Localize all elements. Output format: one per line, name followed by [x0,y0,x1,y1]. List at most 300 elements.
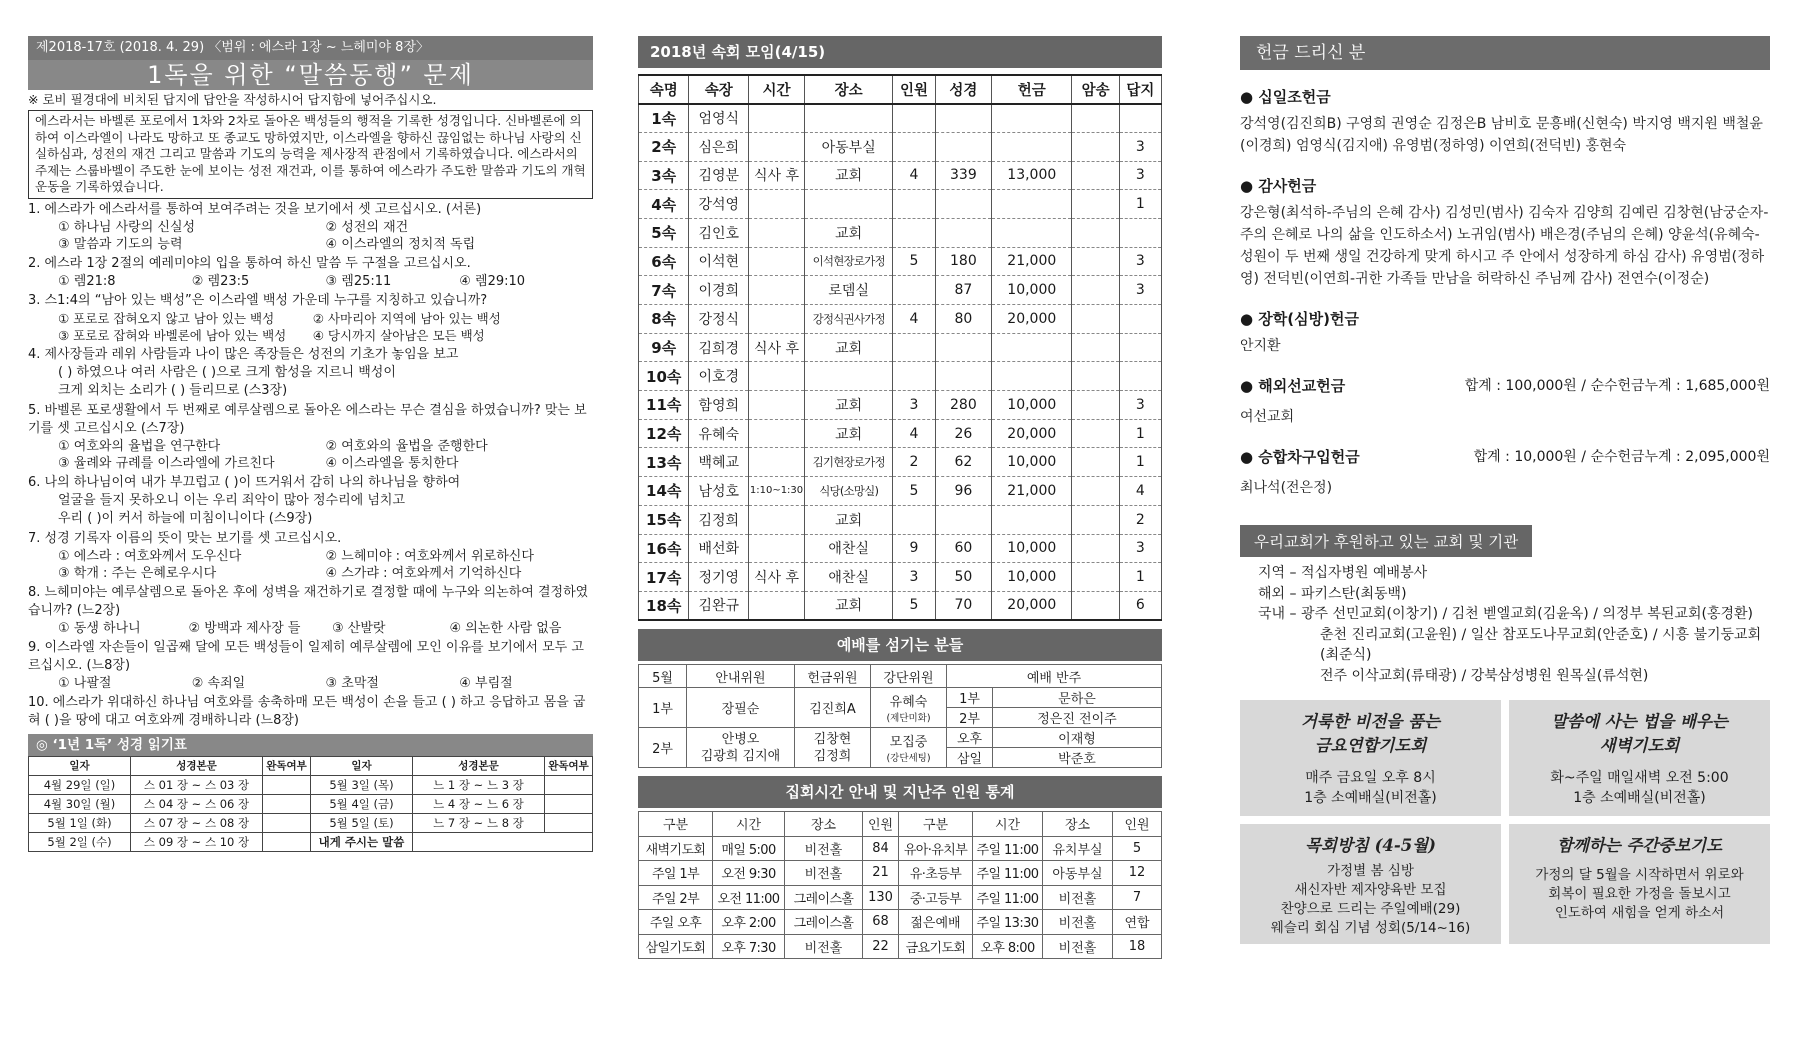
cell: 정은진 전이주 [993,708,1162,728]
cell: 중·고등부 [899,885,973,910]
box-body [1240,768,1501,808]
cell: 5월 3일 (목) [310,775,412,794]
worship-servers-title: 예배를 섬기는 분들 [638,629,1162,661]
option: ① 여호와의 율법을 연구한다 [58,438,221,454]
column-header: 일자 [310,756,412,775]
question-7-options [28,548,593,582]
scholarship-heading [1240,308,1770,329]
reading-plan-title: ◎ ‘1년 1독’ 성경 읽기표 [28,734,593,756]
cell: 강정식권사가정 [804,305,892,334]
question-2: 2. 에스라 1장 2절의 예레미야의 입을 통하여 하신 말씀 두 구절을 고르십시오. [28,255,471,271]
cell: 주일 11:00 [973,885,1043,910]
column-header: 속장 [689,75,749,104]
option: ③ 율례와 규례를 이스라엘에 가르친다 [58,455,275,471]
question-5-options [28,438,593,472]
table-row [639,218,1162,247]
cell: 이재형 [993,728,1162,748]
cell: 장필순 [687,688,795,728]
cell [1072,104,1119,133]
column-header: 시간 [713,812,785,837]
cell-group-name: 12속 [639,419,689,448]
column-header: 5월 [639,665,687,688]
cell [749,247,805,276]
cell: 애찬실 [804,534,892,563]
cell: 배선화 [689,534,749,563]
cell [1072,534,1119,563]
question-1: 1. 에스라가 에스라서를 통하여 보여주려는 것을 보기에서 셋 고르십시오. (서론) [28,201,482,217]
cell [893,333,935,362]
cell: 김창현 김정희 [795,728,871,768]
cell: 교회 [804,591,892,620]
cell: 정기영 [689,563,749,592]
box-line: 매주 금요일 오후 8시 [1305,770,1436,786]
cell: 비전홀 [1043,910,1113,935]
option: ② 느헤미야 : 여호와께서 위로하신다 [325,548,534,564]
cell-group-name: 11속 [639,391,689,420]
option: ③ 말씀과 기도의 능력 [58,236,183,252]
cell [749,305,805,334]
option: ② 방백과 제사장 들 [188,620,301,636]
cell: 180 [935,247,992,276]
cell: 3 [1119,534,1161,563]
option: ① 에스라 : 여호와께서 도우신다 [58,548,242,564]
cell: 9 [893,534,935,563]
table-row [639,104,1162,133]
cell: 교회 [804,161,892,190]
cell: 3 [1119,247,1161,276]
cell [992,333,1072,362]
column-header: 헌금 [992,75,1072,104]
checkbox-cell[interactable] [544,813,592,832]
option: ③ 초막절 [325,675,379,691]
cell-group-name: 7속 [639,276,689,305]
table-row [639,688,1162,708]
cell [1119,104,1161,133]
cell-meeting-title: 2018년 속회 모임(4/15) [638,36,1162,68]
cell [992,190,1072,219]
cell-meeting-rows [639,104,1162,620]
cell: 26 [935,419,992,448]
pastoral-policy-box [1240,824,1501,944]
checkbox-cell[interactable] [263,813,311,832]
cell [749,534,805,563]
cell: 매일 5:00 [713,836,785,861]
cell: 식당(소망실) [804,477,892,506]
cell: 문하은 [993,688,1162,708]
cell: 4월 29일 (일) [29,775,131,794]
cell-group-name: 5속 [639,218,689,247]
cell [1072,333,1119,362]
ezra-intro: 에스라서는 바벨론 포로에서 1차와 2차로 돌아온 백성들의 행적을 기록한 성경입니다. 신바벨론에 의하여 이스라엘이 나라도 망하고 또 종교도 망하였지만, 이스라엘을 향하신 끊임없는 하나님 사랑의 신실하심과, 성전의 재건 그리고 말씀과 기도의 능력을 제사장적 관점에서 기록하였습니다. 에스라서의 주제는 스룹바벨이 주도한 눈에 보이는 성전 재건과, 이를 통하여 에스라가 주도한 말씀과 기도의 개혁운동을 기록하였습니다. [28,110,593,199]
cell: 339 [935,161,992,190]
column-header: 성경 [935,75,992,104]
cell: 3 [1119,276,1161,305]
question-4-line3: 크게 외치는 소리가 ( ) 들리므로 (스3장) [58,382,288,398]
cell: 오후 8:00 [973,934,1043,959]
cell: 1 [1119,448,1161,477]
cell [1072,218,1119,247]
cell: 62 [935,448,992,477]
meeting-times-table [638,811,1162,959]
table-row [639,333,1162,362]
table-row [639,563,1162,592]
cell: 280 [935,391,992,420]
cell [935,333,992,362]
cell [749,505,805,534]
column-header: 인원 [1113,812,1162,837]
cell: 엄영식 [689,104,749,133]
option: ① 동생 하나니 [58,620,141,636]
cell-group-name: 14속 [639,477,689,506]
meeting-times-title: 집회시간 안내 및 지난주 인원 통계 [638,776,1162,808]
cell: 4 [893,161,935,190]
offering-column [1240,36,1770,944]
cell: 60 [935,534,992,563]
cell: 3 [1119,391,1161,420]
cell: 비전홀 [1043,934,1113,959]
support-item: 국내 – 광주 선민교회(이창기) / 김천 벧엘교회(김윤옥) / 의정부 복된교회(홍경환) [1258,606,1753,622]
checkbox-cell[interactable] [263,775,311,794]
support-item: 지역 – 적십자병원 예배봉사 [1258,565,1428,581]
cell-group-name: 4속 [639,190,689,219]
cell-group-name: 16속 [639,534,689,563]
box-title: 말씀에 사는 법을 배우는 [1551,712,1728,731]
friday-prayer-box [1240,700,1501,816]
cell [804,190,892,219]
cell: 오후 2:00 [713,910,785,935]
option: ③ 학개 : 주는 은혜로우시다 [58,565,217,581]
cell: 로뎀실 [804,276,892,305]
option: ④ 렘29:10 [459,273,526,289]
cell: 교회 [804,391,892,420]
question-1-options [28,219,593,253]
column-header: 성경본문 [131,756,263,775]
scholarship-label: ● 장학(심방)헌금 [1240,310,1359,328]
cell: 유치부실 [1043,836,1113,861]
cell [1072,563,1119,592]
cell [935,190,992,219]
cell: 유·초등부 [899,861,973,886]
table-row [639,861,1162,886]
cell: 5월 1일 (화) [29,813,131,832]
cell: 오후 [947,728,993,748]
cell: 식사 후 [749,161,805,190]
cell: 교회 [804,333,892,362]
cell [749,132,805,161]
cell [893,276,935,305]
cell: 교회 [804,505,892,534]
cell [749,419,805,448]
cell: 10,000 [992,563,1072,592]
cell: 1 [1119,190,1161,219]
cell: 3 [1119,161,1161,190]
cell [1072,276,1119,305]
cell [935,505,992,534]
support-item: 춘천 진리교회(고윤원) / 일산 참포도나무교회(안준호) / 시흥 불기둥교회(최준식) [1320,626,1762,663]
column-header: 완독여부 [263,756,311,775]
question-5: 5. 바벨론 포로생활에서 두 번째로 예루살렘으로 돌아온 에스라는 무슨 결심을 하였습니까? 맞는 보기를 셋 고르십시오 (스7장) [28,402,587,436]
cell: 아동부실 [1043,861,1113,886]
option: ② 렘23:5 [191,273,250,289]
cell: 느 7 장 ~ 느 8 장 [412,813,544,832]
box-line: 1층 소예배실(비전홀) [1573,790,1706,806]
table-row [639,305,1162,334]
table-row [639,910,1162,935]
cell: 22 [863,934,899,959]
table-row [639,477,1162,506]
box-title: 거룩한 비전을 품는 [1300,712,1440,731]
column-header: 강단위원 [871,665,947,688]
cell: 느 1 장 ~ 느 3 장 [412,775,544,794]
cell [749,190,805,219]
cell: 80 [935,305,992,334]
question-3-options [28,310,593,344]
dawn-prayer-box [1509,700,1770,816]
cell [749,448,805,477]
box-line: 새신자반 제자양육반 모집 [1294,882,1447,898]
cell: 50 [935,563,992,592]
cell [749,591,805,620]
cell: 김희경 [689,333,749,362]
cell [992,104,1072,133]
question-4-line2: ( ) 하였으나 여러 사람은 ( )으로 크게 함성을 지르니 백성이 [58,364,396,380]
cell: 3 [1119,132,1161,161]
checkbox-cell[interactable] [263,832,311,851]
cell: 2부 [947,708,993,728]
cell: 3 [893,563,935,592]
cell: 비전홀 [1043,885,1113,910]
cell: 68 [863,910,899,935]
cell [1072,247,1119,276]
cell [992,132,1072,161]
cell-group-name: 8속 [639,305,689,334]
cell: 130 [863,885,899,910]
bus-total: 합계 : 10,000원 / 순수헌금누계 : 2,095,000원 [1473,449,1770,465]
tithe-heading [1240,86,1770,107]
table-row [639,505,1162,534]
thanks-heading [1240,175,1770,196]
cell: 교회 [804,419,892,448]
mission-heading [1240,375,1770,396]
cell [893,362,935,391]
cell [893,104,935,133]
thanks-label: ● 감사헌금 [1240,177,1317,195]
cell: 유혜숙 [689,419,749,448]
cell: 13,000 [992,161,1072,190]
cell-group-name: 6속 [639,247,689,276]
cell [804,362,892,391]
box-line: 화~주일 매일새벽 오전 5:00 [1550,770,1729,786]
cell: 5 [893,591,935,620]
cell: 2 [1119,505,1161,534]
box-line: 1층 소예배실(비전홀) [1304,790,1437,806]
cell: 비전홀 [785,861,863,886]
cell-group-name: 10속 [639,362,689,391]
pulpit-note: (강단세팅) [886,753,931,765]
checkbox-cell[interactable] [544,775,592,794]
table-row [29,813,593,832]
tithe-list: 강석영(김진희B) 구영희 권영순 김정은B 남비호 문흥배(신현숙) 박지영 백지원 백철윤(이경희) 엄영식(김지애) 유영범(정하영) 이연희(전덕빈) 홍현숙 [1240,116,1763,154]
cell: 그레이스홀 [785,885,863,910]
issue-header: 제2018-17호 (2018. 4. 29) 〈범위 : 에스라 1장 ~ 느헤미야 8장〉 [28,36,593,60]
cell: 젊은예배 [899,910,973,935]
cell [893,190,935,219]
column-header: 인원 [863,812,899,837]
cell-meeting-table [638,74,1162,621]
cell [804,104,892,133]
table-row [639,132,1162,161]
cell [749,391,805,420]
cell: 20,000 [992,305,1072,334]
box-line: 가정의 달 5월을 시작하면서 위로와 [1535,867,1744,883]
cell: 2 [893,448,935,477]
cell: 이경희 [689,276,749,305]
quiz-column [28,36,593,852]
cell: 김인호 [689,218,749,247]
option: ④ 부림절 [459,675,513,691]
cell: 느 4 장 ~ 느 6 장 [412,794,544,813]
cell: 20,000 [992,591,1072,620]
cell [1072,305,1119,334]
bus-label: ● 승합차구입헌금 [1240,448,1360,466]
cell-group-name: 1속 [639,104,689,133]
table-row [639,885,1162,910]
offering-title: 헌금 드리신 분 [1240,36,1770,70]
option: ② 성전의 재건 [325,219,409,235]
cell: 96 [935,477,992,506]
table-row [639,276,1162,305]
support-title: 우리교회가 후원하고 있는 교회 및 기관 [1240,525,1532,557]
cell-group-name: 3속 [639,161,689,190]
box-line: 회복이 필요한 가정을 돌보시고 [1548,886,1731,902]
box-title: 함께하는 주간중보기도 [1556,836,1723,855]
question-8: 8. 느헤미야는 예루살렘으로 돌아온 후에 성벽을 재건하기로 결정할 때에 누구와 의논하여 결정하였습니까? (느2장) [28,584,589,618]
cell [871,728,947,768]
question-3: 3. 스1:4의 “남아 있는 백성”은 이스라엘 백성 가운데 누구를 지칭하고 있습니까? [28,292,488,308]
column-header: 장소 [804,75,892,104]
cell [1072,591,1119,620]
cell [1119,218,1161,247]
quiz-title: 1독을 위한 “말씀동행” 문제 [28,60,593,90]
table-header-row [639,75,1162,104]
cell [1119,362,1161,391]
cell: 강석영 [689,190,749,219]
cell [749,362,805,391]
box-subtitle: 금요연합기도회 [1314,736,1427,755]
cell: 1 [1119,419,1161,448]
quiz-note: ※ 로비 필경대에 비치된 답지에 답안을 작성하시어 답지함에 넣어주십시오. [28,92,437,107]
box-line: 웨슬리 회심 기념 성회(5/14~16) [1270,920,1471,936]
cell: 스 01 장 ~ 스 03 장 [131,775,263,794]
cell: 강정식 [689,305,749,334]
checkbox-cell[interactable] [544,794,592,813]
cell: 김진희A [795,688,871,728]
cell: 오전 9:30 [713,861,785,886]
mission-list: 여선교회 [1240,409,1295,425]
cell [992,362,1072,391]
pulpit-name: 모집중 [889,735,928,751]
memo-cell[interactable] [412,832,592,851]
cell [992,218,1072,247]
cell: 주일 오후 [639,910,713,935]
cell: 스 04 장 ~ 스 06 장 [131,794,263,813]
question-6-line3: 우리 ( )이 커서 하늘에 미침이니이다 (스9장) [58,510,313,526]
column-header: 장소 [1043,812,1113,837]
column-header: 구분 [899,812,973,837]
cell: 주일 11:00 [973,861,1043,886]
cell: 1:10~1:30 [749,477,805,506]
meeting-rows [639,836,1162,959]
checkbox-cell[interactable] [263,794,311,813]
cell: 삼일 [947,748,993,768]
cell [935,132,992,161]
question-2-options [28,273,593,290]
table-row [639,534,1162,563]
cell: 오후 7:30 [713,934,785,959]
cell: 내게 주시는 말씀 [310,832,412,851]
cell-group-name: 13속 [639,448,689,477]
cell: 김완규 [689,591,749,620]
pulpit-name: 유혜숙 [889,695,928,711]
cell: 식사 후 [749,333,805,362]
table-header-row [639,665,1162,688]
cell: 20,000 [992,419,1072,448]
cell [749,276,805,305]
mission-label: ● 해외선교헌금 [1240,377,1346,395]
table-row [639,836,1162,861]
cell: 87 [935,276,992,305]
cell: 5 [1113,836,1162,861]
box-line: 가정별 봄 심방 [1327,863,1414,879]
cell: 5 [893,477,935,506]
cell: 10,000 [992,391,1072,420]
cell: 교회 [804,218,892,247]
question-10: 10. 에스라가 위대하신 하나님 여호와를 송축하매 모든 백성이 손을 들고 ( ) 하고 응답하고 몸을 굽혀 ( )을 땅에 대고 여호와께 경배하니라 (느8장) [28,694,586,728]
cell [1072,190,1119,219]
option: ① 나팔절 [58,675,112,691]
pulpit-note: (제단미화) [886,713,931,725]
cell: 함영희 [689,391,749,420]
cell: 70 [935,591,992,620]
column-header: 헌금위원 [795,665,871,688]
cell: 21,000 [992,477,1072,506]
column-header: 성경본문 [412,756,544,775]
question-9: 9. 이스라엘 자손들이 일곱째 달에 모든 백성들이 일제히 예루살렘에 모인 이유를 보기에서 모두 고르십시오. (느8장) [28,639,584,673]
cell: 7 [1113,885,1162,910]
table-header-row [29,756,593,775]
bus-heading [1240,446,1770,467]
cell: 4월 30일 (월) [29,794,131,813]
cell: 비전홀 [785,934,863,959]
column-header: 시간 [973,812,1043,837]
cell: 84 [863,836,899,861]
worship-servers-table [638,664,1162,768]
cell: 안병오 김광희 김지애 [687,728,795,768]
column-header: 완독여부 [544,756,592,775]
support-list [1240,563,1770,686]
option: ④ 이스라엘을 통치한다 [325,455,459,471]
cell: 주일 13:30 [973,910,1043,935]
cell: 18 [1113,934,1162,959]
table-row [639,362,1162,391]
mission-total: 합계 : 100,000원 / 순수헌금누계 : 1,685,000원 [1464,378,1770,394]
cell [1072,448,1119,477]
column-header: 시간 [749,75,805,104]
cell: 2부 [639,728,687,768]
cell: 유아·유치부 [899,836,973,861]
column-header: 속명 [639,75,689,104]
question-6: 6. 나의 하나님이여 내가 부끄럽고 ( )이 뜨거워서 감히 나의 하나님을 향하여 [28,474,461,490]
